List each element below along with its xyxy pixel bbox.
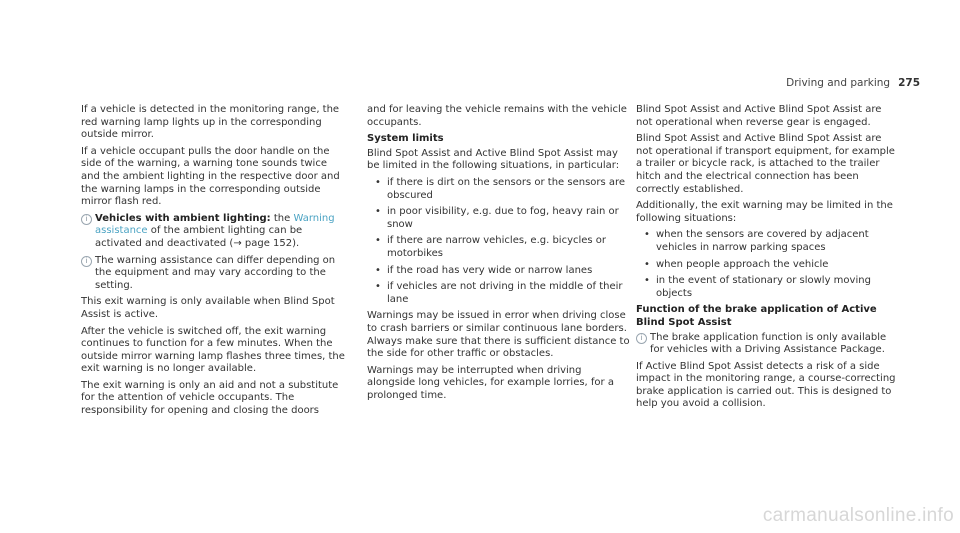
note (81, 213, 345, 251)
list-item: • in poor visibility, e.g. due to fog, heavy rain or snow (367, 206, 631, 231)
info-icon: i (636, 333, 647, 344)
paragraph: Warnings may be interrupted when driving alongside long vehicles, for example lorries, for a prolonged time. (367, 364, 614, 401)
paragraph: Blind Spot Assist and Active Blind Spot Assist are not operational when reverse gear is engaged. (636, 104, 882, 128)
paragraph: If Active Blind Spot Assist detects a risk of a side impact in the monitoring range, a course-correcting brake application is carried out. This is designed to help you avoid a collision. (636, 360, 896, 410)
list-item: • if the road has very wide or narrow lanes (367, 265, 631, 278)
warning-assistance-link[interactable]: Warning assistance (95, 212, 335, 237)
bullet-list (367, 177, 631, 306)
note-text: The brake application function is only available for vehicles with a Driving Assistance Package. (650, 331, 887, 356)
info-icon: i (81, 214, 92, 225)
note-text: the (273, 212, 291, 224)
list-item: • in the event of stationary or slowly moving objects (636, 275, 900, 300)
list-item: • when people approach the vehicle (636, 259, 900, 272)
list-item: • if there are narrow vehicles, e.g. bicycles or motorbikes (367, 235, 631, 260)
list-item: • when the sensors are covered by adjacent vehicles in narrow parking spaces (636, 229, 900, 254)
list-item: • if there is dirt on the sensors or the sensors are obscured (367, 177, 631, 202)
note-bold-label: Vehicles with ambient lighting: (95, 212, 271, 224)
paragraph: If a vehicle is detected in the monitoring range, the red warning lamp lights up in the corresponding outside mirror. (81, 104, 340, 141)
bullet-list (636, 229, 900, 300)
note-text: of the ambient lighting can be activated and deactivated (→ page 152). (95, 225, 303, 249)
list-item: • if vehicles are not driving in the middle of their lane (367, 281, 631, 306)
column-3 (636, 104, 900, 415)
note (81, 255, 345, 293)
paragraph: and for leaving the vehicle remains with the vehicle occupants. (367, 104, 627, 128)
note-text: The warning assistance can differ depending on the equipment and may vary according to the setting. (95, 254, 336, 291)
paragraph: This exit warning is only available when Blind Spot Assist is active. (81, 296, 335, 320)
paragraph: Additionally, the exit warning may be limited in the following situations: (636, 200, 893, 224)
section-heading: Function of the brake application of Active Blind Spot Assist (636, 304, 877, 328)
note (636, 332, 900, 357)
section-title: Driving and parking (786, 77, 891, 89)
paragraph: If a vehicle occupant pulls the door handle on the side of the warning, a warning tone sounds twice and the ambient lighting in the respective door and the warning lamps in the corresponding outside mirror flash red. (81, 145, 340, 208)
page-header (786, 77, 920, 89)
page-number: 275 (898, 77, 920, 89)
paragraph: The exit warning is only an aid and not a substitute for the attention of vehicle occupants. The responsibility for opening and closing the doors (81, 379, 339, 417)
column-2 (367, 104, 631, 406)
paragraph: Warnings may be issued in error when driving close to crash barriers or similar continuous lane borders. Always make sure that there is sufficient distance to the side for other traffic or obstacles. (367, 310, 630, 360)
paragraph: Blind Spot Assist and Active Blind Spot Assist may be limited in the following situations, in particular: (367, 147, 620, 172)
watermark: carmanualsonline.info (762, 505, 954, 526)
column-1 (81, 104, 345, 422)
section-heading: System limits (367, 133, 444, 145)
paragraph: After the vehicle is switched off, the exit warning continues to function for a few minutes. When the outside mirror warning lamp flashes three times, the exit warning is no longer available. (81, 325, 345, 375)
info-icon: i (81, 256, 92, 267)
paragraph: Blind Spot Assist and Active Blind Spot Assist are not operational if transport equipment, for example a trailer or bicycle rack, is attached to the trailer hitch and the electrical connection has been correctly established. (636, 133, 895, 195)
